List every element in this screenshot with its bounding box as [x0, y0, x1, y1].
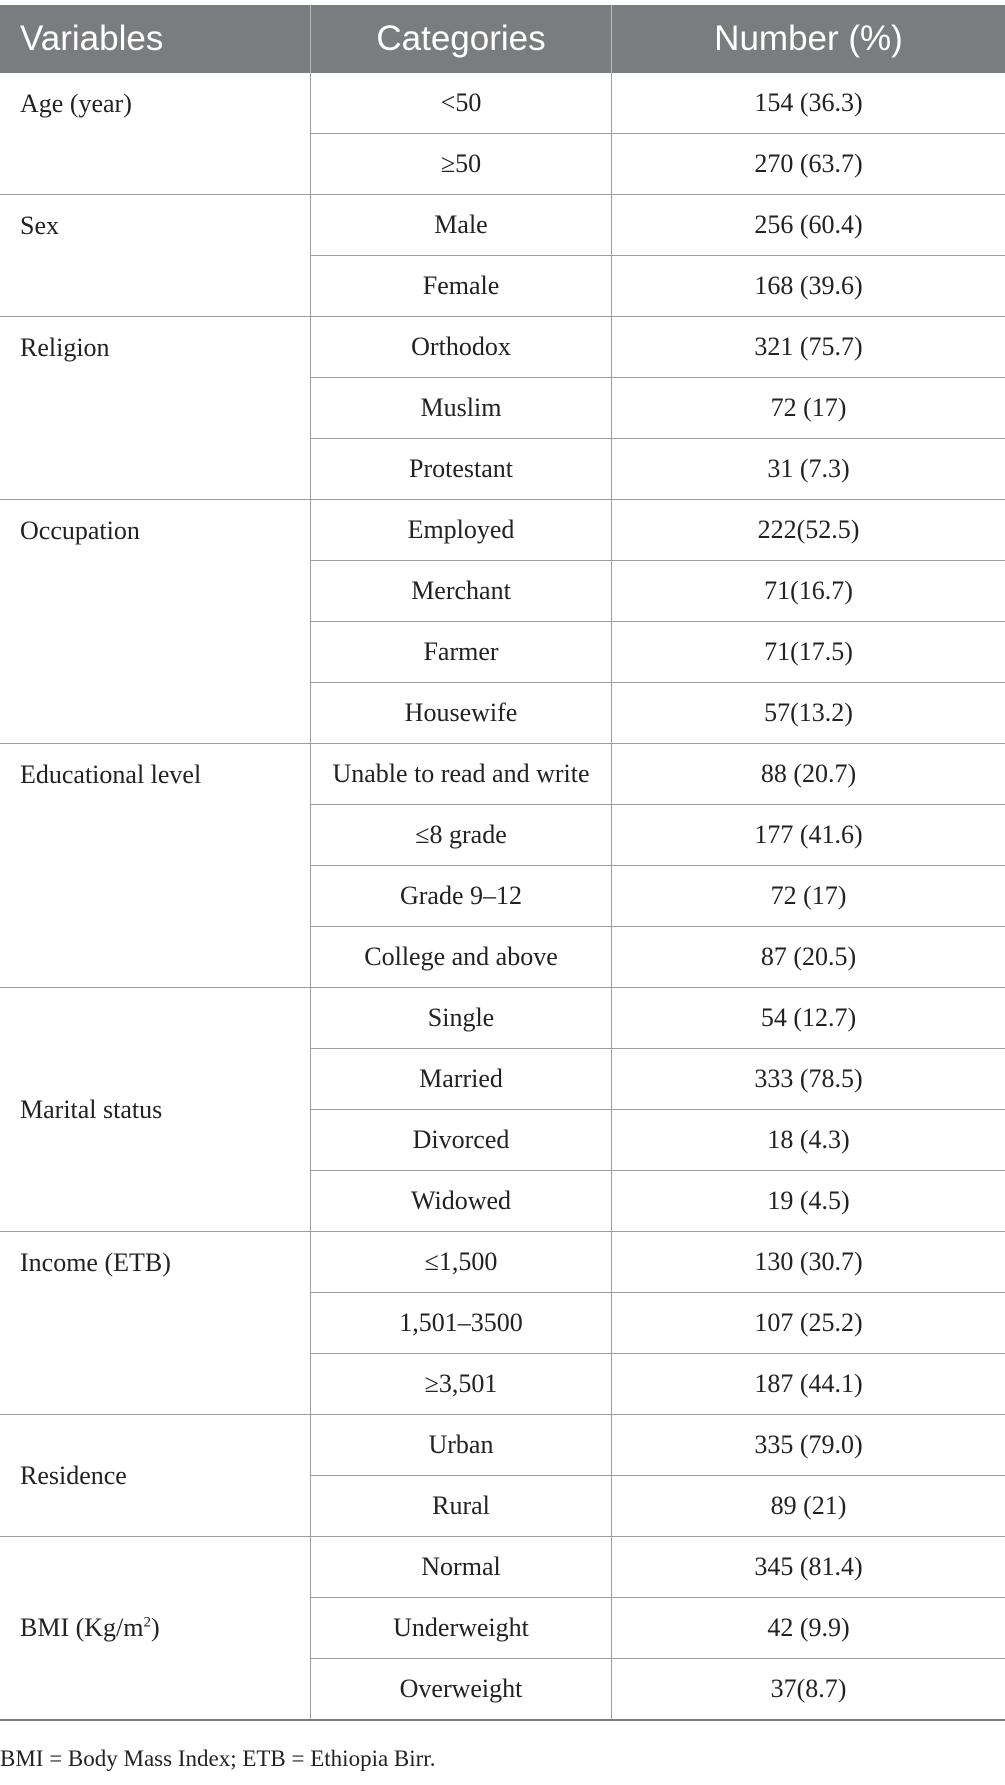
table-row [0, 1232, 1005, 1293]
number-cell: 37(8.7) [612, 1659, 1005, 1721]
header-row [0, 5, 1005, 73]
category-cell: Rural [311, 1476, 612, 1537]
category-cell: Married [311, 1049, 612, 1110]
number-cell: 42 (9.9) [612, 1598, 1005, 1659]
category-cell: Female [311, 256, 612, 317]
category-cell: ≥50 [311, 134, 612, 195]
number-cell: 335 (79.0) [612, 1415, 1005, 1476]
category-cell: Muslim [311, 378, 612, 439]
table-row [0, 195, 1005, 256]
category-cell: Widowed [311, 1171, 612, 1232]
number-cell: 130 (30.7) [612, 1232, 1005, 1293]
category-cell: Overweight [311, 1659, 612, 1721]
variable-cell [0, 317, 311, 500]
category-cell: Single [311, 988, 612, 1049]
number-cell: 154 (36.3) [612, 73, 1005, 134]
variable-label: Educational level [20, 760, 202, 789]
number-cell: 222(52.5) [612, 500, 1005, 561]
category-cell: Farmer [311, 622, 612, 683]
variable-cell [0, 744, 311, 988]
header-number: Number (%) [612, 5, 1005, 73]
category-cell: <50 [311, 73, 612, 134]
category-cell: Employed [311, 500, 612, 561]
table-row [0, 744, 1005, 805]
demographics-table [0, 5, 1005, 1721]
category-cell: Unable to read and write [311, 744, 612, 805]
number-cell: 333 (78.5) [612, 1049, 1005, 1110]
variable-label: Marital status [20, 1094, 163, 1124]
number-cell: 19 (4.5) [612, 1171, 1005, 1232]
table-row [0, 988, 1005, 1049]
number-cell: 18 (4.3) [612, 1110, 1005, 1171]
number-cell: 177 (41.6) [612, 805, 1005, 866]
number-cell: 321 (75.7) [612, 317, 1005, 378]
table-body [0, 73, 1005, 1720]
number-cell: 89 (21) [612, 1476, 1005, 1537]
variable-cell [0, 500, 311, 744]
variable-cell [0, 988, 311, 1232]
variable-label: Income (ETB) [20, 1248, 171, 1277]
variable-cell [0, 1537, 311, 1721]
category-cell: Male [311, 195, 612, 256]
category-cell: Underweight [311, 1598, 612, 1659]
number-cell: 87 (20.5) [612, 927, 1005, 988]
number-cell: 72 (17) [612, 378, 1005, 439]
number-cell: 57(13.2) [612, 683, 1005, 744]
variable-cell [0, 195, 311, 317]
category-cell: Grade 9–12 [311, 866, 612, 927]
header-categories: Categories [311, 5, 612, 73]
variable-cell [0, 1232, 311, 1415]
number-cell: 71(16.7) [612, 561, 1005, 622]
number-cell: 71(17.5) [612, 622, 1005, 683]
variable-label: Occupation [20, 516, 140, 545]
number-cell: 345 (81.4) [612, 1537, 1005, 1598]
number-cell: 168 (39.6) [612, 256, 1005, 317]
category-cell: Normal [311, 1537, 612, 1598]
table-footnote: BMI = Body Mass Index; ETB = Ethiopia Birr. [0, 1746, 436, 1771]
variable-label: Residence [20, 1460, 127, 1490]
variable-cell [0, 73, 311, 195]
category-cell: Urban [311, 1415, 612, 1476]
table-row [0, 73, 1005, 134]
table-row [0, 500, 1005, 561]
category-cell: Merchant [311, 561, 612, 622]
category-cell: 1,501–3500 [311, 1293, 612, 1354]
variable-cell [0, 1415, 311, 1537]
table-row [0, 317, 1005, 378]
category-cell: ≤8 grade [311, 805, 612, 866]
variable-suffix: ) [151, 1613, 160, 1642]
variable-label: Sex [20, 211, 59, 240]
number-cell: 107 (25.2) [612, 1293, 1005, 1354]
variable-label: Age (year) [20, 89, 132, 118]
category-cell: Protestant [311, 439, 612, 500]
category-cell: ≤1,500 [311, 1232, 612, 1293]
variable-superscript: 2 [143, 1614, 151, 1631]
number-cell: 31 (7.3) [612, 439, 1005, 500]
category-cell: ≥3,501 [311, 1354, 612, 1415]
number-cell: 54 (12.7) [612, 988, 1005, 1049]
variable-label: Religion [20, 333, 110, 362]
category-cell: College and above [311, 927, 612, 988]
number-cell: 88 (20.7) [612, 744, 1005, 805]
category-cell: Divorced [311, 1110, 612, 1171]
number-cell: 270 (63.7) [612, 134, 1005, 195]
category-cell: Orthodox [311, 317, 612, 378]
number-cell: 187 (44.1) [612, 1354, 1005, 1415]
table-row [0, 1415, 1005, 1476]
number-cell: 256 (60.4) [612, 195, 1005, 256]
variable-label: BMI (Kg/m [20, 1613, 144, 1642]
number-cell: 72 (17) [612, 866, 1005, 927]
category-cell: Housewife [311, 683, 612, 744]
table-row [0, 1537, 1005, 1598]
header-variables: Variables [0, 5, 311, 73]
